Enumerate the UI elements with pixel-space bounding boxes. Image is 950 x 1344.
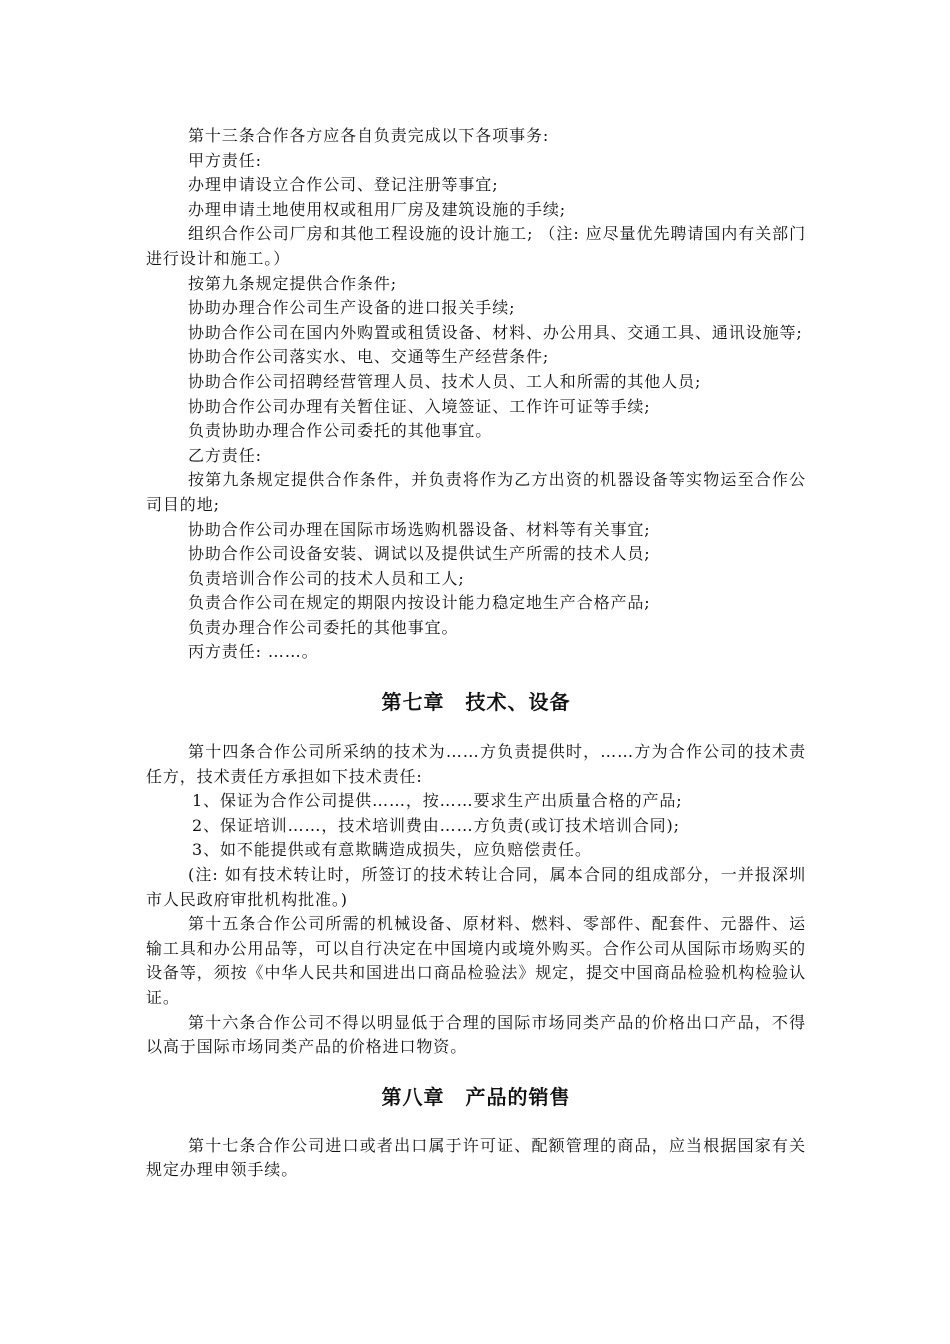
- party-b-item: 协助合作公司设备安装、调试以及提供试生产所需的技术人员;: [188, 544, 651, 564]
- party-a-item: 负责协助办理合作公司委托的其他事宜。: [188, 421, 493, 441]
- numbered-item: 1、保证为合作公司提供……，按……要求生产出质量合格的产品;: [192, 791, 683, 811]
- party-b-item: 按第九条规定提供合作条件，并负责将作为乙方出资的机器设备等实物运至合作公司目的地;: [146, 470, 806, 514]
- party-a-item: 办理申请设立合作公司、登记注册等事宜;: [188, 175, 499, 195]
- numbered-item: 3、如不能提供或有意欺瞒造成损失，应负赔偿责任。: [192, 840, 592, 860]
- party-b-item: 负责合作公司在规定的期限内按设计能力稳定地生产合格产品;: [188, 593, 651, 613]
- party-a-item: 办理申请土地使用权或租用厂房及建筑设施的手续;: [188, 199, 567, 219]
- chapter-7-title: 第七章 技术、设备: [381, 690, 571, 715]
- party-a-item: 协助合作公司落实水、电、交通等生产经营条件;: [188, 347, 550, 367]
- numbered-item: 2、保证培训……，技术培训费由……方负责(或订技术培训合同);: [192, 815, 680, 835]
- article-17: 第十七条合作公司进口或者出口属于许可证、配额管理的商品，应当根据国家有关规定办理申领手续。: [146, 1135, 806, 1180]
- party-a-heading: 甲方责任:: [188, 150, 262, 170]
- party-a-item: 协助办理合作公司生产设备的进口报关手续;: [188, 298, 516, 318]
- document-body: [146, 124, 806, 1183]
- chapter-7-section: [146, 740, 806, 1060]
- chapter-6-section: [146, 124, 806, 665]
- party-a-item: 协助合作公司办理有关暂住证、入境签证、工作许可证等手续;: [188, 396, 651, 416]
- party-a-item: 协助合作公司在国内外购置或租赁设备、材料、办公用具、交通工具、通讯设施等;: [188, 322, 803, 342]
- article-16: 第十六条合作公司不得以明显低于合理的国际市场同类产品的价格出口产品，不得以高于国际市场同类产品的价格进口物资。: [146, 1012, 806, 1057]
- article-15: 第十五条合作公司所需的机械设备、原材料、燃料、零部件、配套件、元器件、运输工具和办公用品等，可以自行决定在中国境内或境外购买。合作公司从国际市场购买的设备等，须按《中华人民共和国进出口商品检验法》规定，提交中国商品检验机构检验认证。: [146, 914, 806, 1007]
- party-b-item: 负责培训合作公司的技术人员和工人;: [188, 568, 465, 588]
- chapter-8-section: [146, 1134, 806, 1183]
- party-a-item: 协助合作公司招聘经营管理人员、技术人员、工人和所需的其他人员;: [188, 371, 702, 391]
- article-14: 第十四条合作公司所采纳的技术为……方负责提供时，……方为合作公司的技术责任方，技术责任方承担如下技术责任:: [146, 742, 806, 786]
- party-b-heading: 乙方责任:: [188, 445, 262, 465]
- party-b-item: 协助合作公司办理在国际市场选购机器设备、材料等有关事宜;: [188, 519, 651, 539]
- party-c-heading: 丙方责任: ……。: [188, 642, 319, 662]
- note-paragraph: (注: 如有技术转让时，所签订的技术转让合同，属本合同的组成部分，一并报深圳市人民政府审批机构批准。): [146, 865, 806, 909]
- party-a-item: 按第九条规定提供合作条件;: [188, 273, 398, 293]
- party-b-item: 负责办理合作公司委托的其他事宜。: [188, 617, 459, 637]
- party-a-item: 组织合作公司厂房和其他工程设施的设计施工; （注: 应尽量优先聘请国内有关部门进行设计和施工。）: [146, 224, 806, 268]
- article-13-intro: 第十三条合作各方应各自负责完成以下各项事务:: [188, 126, 550, 145]
- chapter-8-title: 第八章 产品的销售: [381, 1084, 571, 1109]
